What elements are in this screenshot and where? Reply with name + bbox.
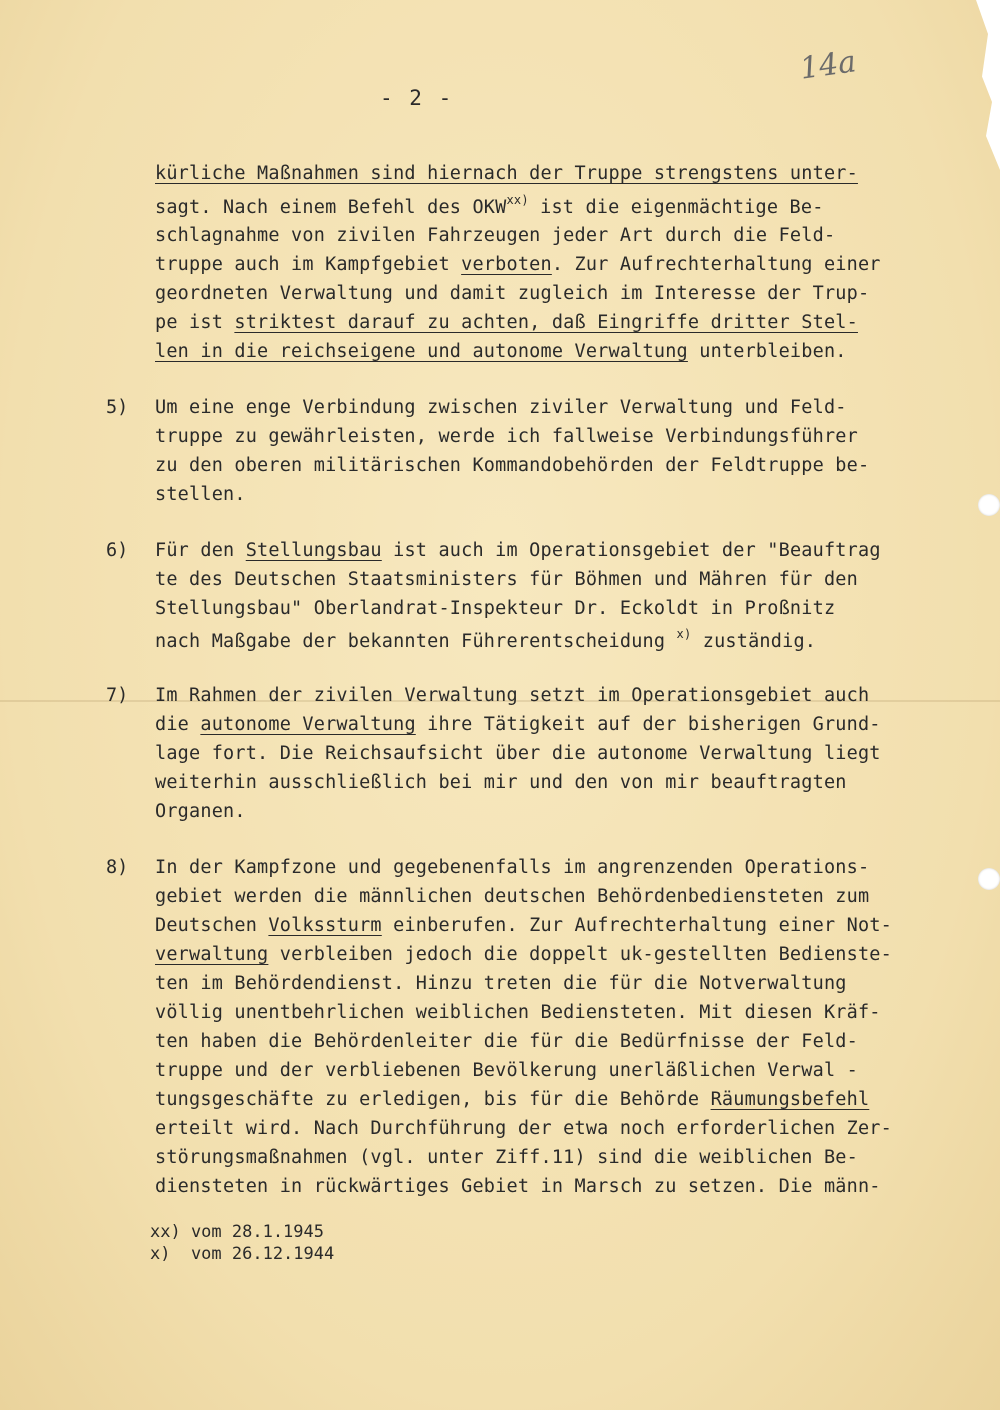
text-line: tungsgeschäfte zu erledigen, bis für die Behörde Räumungsbefehl bbox=[155, 1089, 870, 1110]
text-line: te des Deutschen Staatsministers für Böhmen und Mähren für den bbox=[155, 569, 858, 590]
paragraph-number: 5) bbox=[106, 397, 129, 418]
footnote: xx) vom 28.1.1945 bbox=[150, 1222, 324, 1242]
text-line: Deutschen Volkssturm einberufen. Zur Aufrechterhaltung einer Not- bbox=[155, 915, 892, 936]
text-line: völlig unentbehrlichen weiblichen Bediensteten. Mit diesen Kräf- bbox=[155, 1002, 881, 1023]
text-line: len in die reichseigene und autonome Verwaltung unterbleiben. bbox=[155, 341, 847, 362]
text-line: truppe zu gewährleisten, werde ich fallweise Verbindungsführer bbox=[155, 426, 858, 447]
text-line: Für den Stellungsbau ist auch im Operationsgebiet der "Beauftrag bbox=[155, 540, 881, 561]
text-line: Um eine enge Verbindung zwischen ziviler Verwaltung und Feld- bbox=[155, 397, 847, 418]
text-line: verwaltung verbleiben jedoch die doppelt uk-gestellten Bedienste- bbox=[155, 944, 892, 965]
text-line: pe ist striktest darauf zu achten, daß Eingriffe dritter Stel- bbox=[155, 312, 858, 333]
text-line: truppe und der verbliebenen Bevölkerung unerläßlichen Verwal - bbox=[155, 1060, 858, 1081]
text-line: schlagnahme von zivilen Fahrzeugen jeder Art durch die Feld- bbox=[155, 225, 836, 246]
footnote-ref: x) bbox=[676, 627, 692, 641]
torn-corner bbox=[960, 0, 1000, 170]
text-line: geordneten Verwaltung und damit zugleich im Interesse der Trup- bbox=[155, 283, 870, 304]
paragraph-number: 7) bbox=[106, 685, 129, 706]
text-line: diensteten in rückwärtiges Gebiet in Marsch zu setzen. Die männ- bbox=[155, 1176, 881, 1197]
footnote-ref: xx) bbox=[506, 193, 529, 207]
text-line: lage fort. Die Reichsaufsicht über die autonome Verwaltung liegt bbox=[155, 743, 881, 764]
paragraph-number: 8) bbox=[106, 857, 129, 878]
text-line: truppe auch im Kampfgebiet verboten. Zur Aufrechterhaltung einer bbox=[155, 254, 881, 275]
text-line: sagt. Nach einem Befehl des OKW$^{xx)}$ ist die eigenmächtige Be- bbox=[155, 193, 824, 218]
text-line: nach Maßgabe der bekannten Führerentscheidung $^{x)}$ zuständig. bbox=[155, 627, 817, 652]
page-number: - 2 - bbox=[380, 86, 454, 110]
text-line: gebiet werden die männlichen deutschen Behördenbediensteten zum bbox=[155, 886, 870, 907]
text-line: ten im Behördendienst. Hinzu treten die für die Notverwaltung bbox=[155, 973, 847, 994]
text-line: ten haben die Behördenleiter die für die Bedürfnisse der Feld- bbox=[155, 1031, 858, 1052]
text-line: zu den oberen militärischen Kommandobehörden der Feldtruppe be- bbox=[155, 455, 870, 476]
text-line: stellen. bbox=[155, 484, 246, 505]
punch-hole bbox=[978, 494, 1000, 516]
text-line: Stellungsbau" Oberlandrat-Inspekteur Dr. Eckoldt in Proßnitz bbox=[155, 598, 836, 619]
footnote: x) vom 26.12.1944 bbox=[150, 1244, 335, 1264]
text-line: die autonome Verwaltung ihre Tätigkeit auf der bisherigen Grund- bbox=[155, 714, 881, 735]
text-line: In der Kampfzone und gegebenenfalls im angrenzenden Operations- bbox=[155, 857, 870, 878]
text-line: Im Rahmen der zivilen Verwaltung setzt im Operationsgebiet auch bbox=[155, 685, 870, 706]
punch-hole bbox=[978, 868, 1000, 890]
handwritten-folio: 14a bbox=[797, 44, 859, 87]
text-line: Organen. bbox=[155, 801, 246, 822]
paragraph-number: 6) bbox=[106, 540, 129, 561]
text-line: störungsmaßnahmen (vgl. unter Ziff.11) sind die weiblichen Be- bbox=[155, 1147, 858, 1168]
text-line: weiterhin ausschließlich bei mir und den von mir beauftragten bbox=[155, 772, 847, 793]
text-line: erteilt wird. Nach Durchführung der etwa noch erforderlichen Zer- bbox=[155, 1118, 892, 1139]
text-line: kürliche Maßnahmen sind hiernach der Truppe strengstens unter- bbox=[155, 163, 858, 184]
